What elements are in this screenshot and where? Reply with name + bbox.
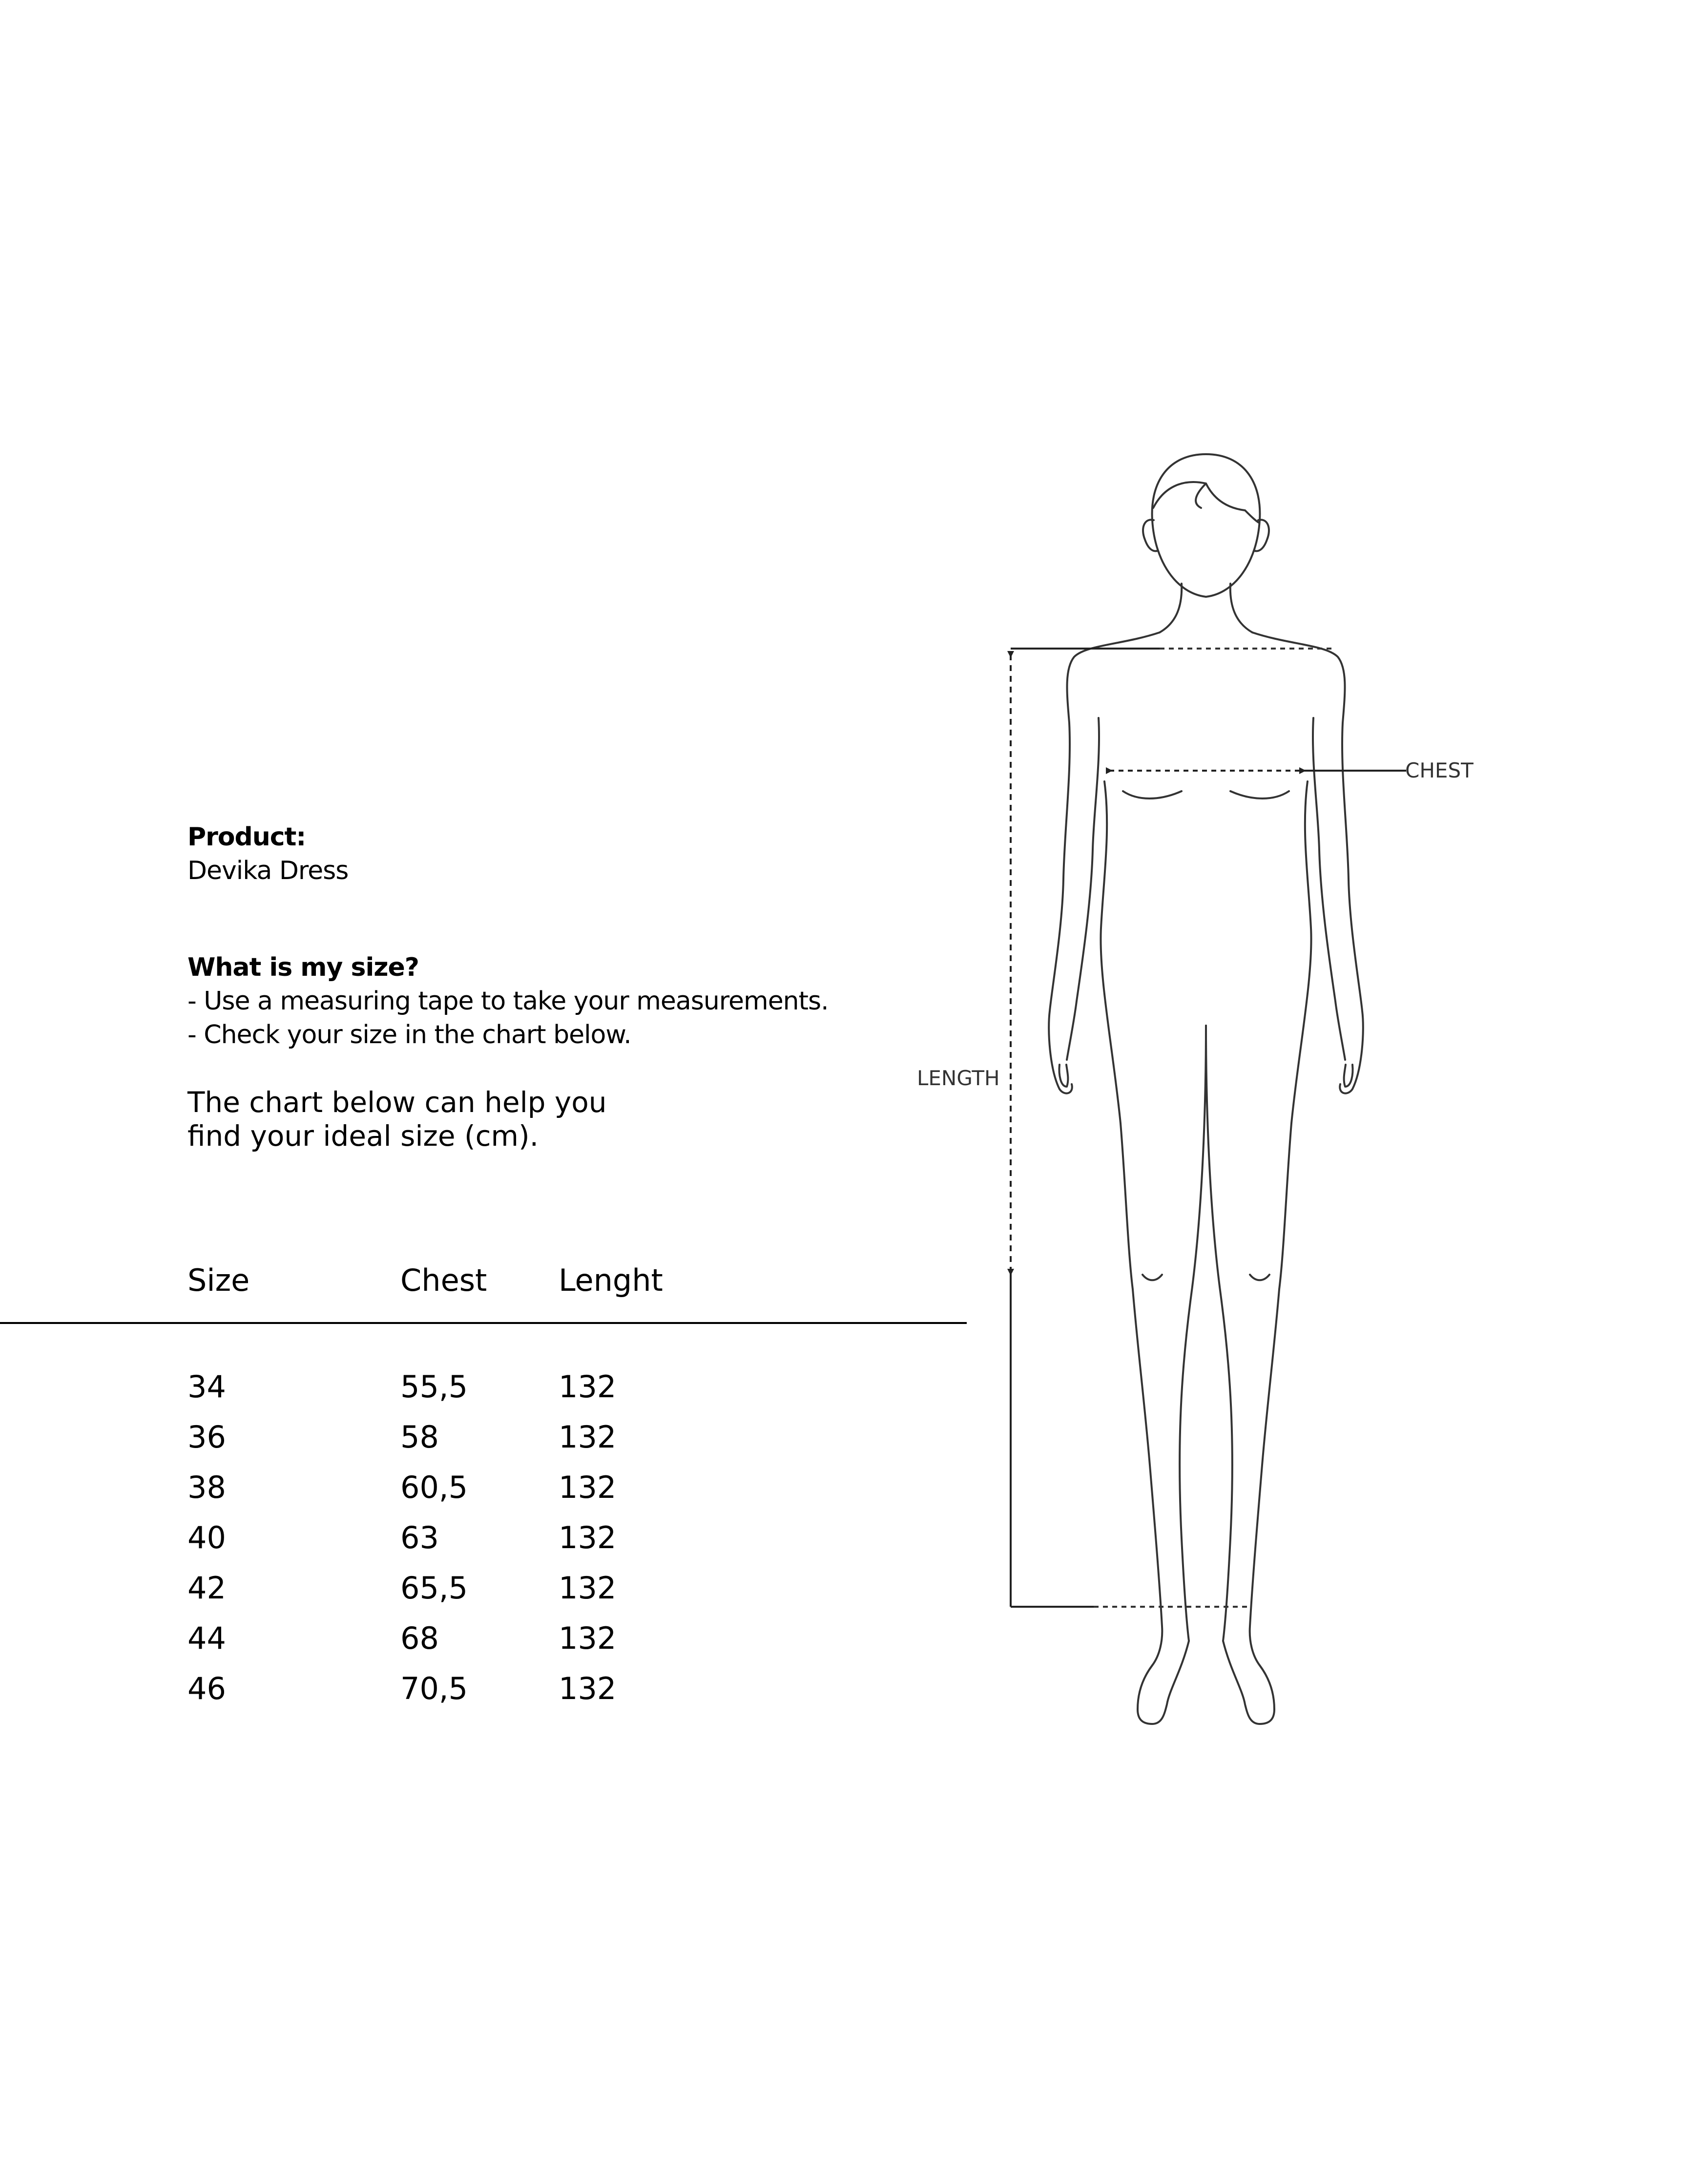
cell-chest: 63 — [400, 1520, 439, 1555]
product-label: Product: — [187, 822, 306, 852]
cell-length: 132 — [559, 1671, 617, 1706]
cell-length: 132 — [559, 1470, 617, 1505]
cell-size: 40 — [187, 1520, 226, 1555]
size-help-step: - Use a measuring tape to take your measurements. — [187, 987, 829, 1016]
cell-size: 34 — [187, 1369, 226, 1405]
cell-chest: 65,5 — [400, 1570, 468, 1606]
table-row — [0, 1619, 967, 1669]
table-divider — [0, 1322, 967, 1324]
table-row — [0, 1669, 967, 1720]
header-chest: Chest — [400, 1262, 487, 1298]
size-help-step: - Check your size in the chart below. — [187, 1020, 631, 1050]
size-help-heading: What is my size? — [187, 953, 419, 982]
cell-size: 38 — [187, 1470, 226, 1505]
table-row — [0, 1418, 967, 1468]
table-row — [0, 1468, 967, 1518]
cell-size: 44 — [187, 1620, 226, 1656]
cell-length: 132 — [559, 1620, 617, 1656]
cell-length: 132 — [559, 1570, 617, 1606]
cell-chest: 60,5 — [400, 1470, 468, 1505]
length-label: LENGTH — [917, 1066, 1000, 1090]
header-size: Size — [187, 1262, 250, 1298]
cell-chest: 55,5 — [400, 1369, 468, 1405]
cell-length: 132 — [559, 1369, 617, 1405]
size-table-body — [0, 1367, 967, 1720]
cell-chest: 58 — [400, 1419, 439, 1455]
hair-outline — [1153, 482, 1259, 523]
table-row — [0, 1367, 967, 1418]
table-row — [0, 1518, 967, 1569]
cell-chest: 68 — [400, 1620, 439, 1656]
cell-size: 42 — [187, 1570, 226, 1606]
chart-note-line: find your ideal size (cm). — [187, 1119, 539, 1153]
chart-note — [187, 1086, 920, 1153]
cell-length: 132 — [559, 1419, 617, 1455]
cell-chest: 70,5 — [400, 1671, 468, 1706]
chart-note-line: The chart below can help you — [187, 1086, 607, 1119]
cell-size: 36 — [187, 1419, 226, 1455]
cell-length: 132 — [559, 1520, 617, 1555]
body-outline — [1049, 454, 1363, 1724]
product-info — [187, 820, 920, 1153]
cell-size: 46 — [187, 1671, 226, 1706]
product-name: Devika Dress — [187, 856, 349, 885]
body-measurement-figure — [908, 440, 1523, 1748]
chest-label: CHEST — [1405, 758, 1474, 782]
header-length: Lenght — [559, 1262, 663, 1298]
table-row — [0, 1569, 967, 1619]
head-outline — [1152, 454, 1260, 597]
